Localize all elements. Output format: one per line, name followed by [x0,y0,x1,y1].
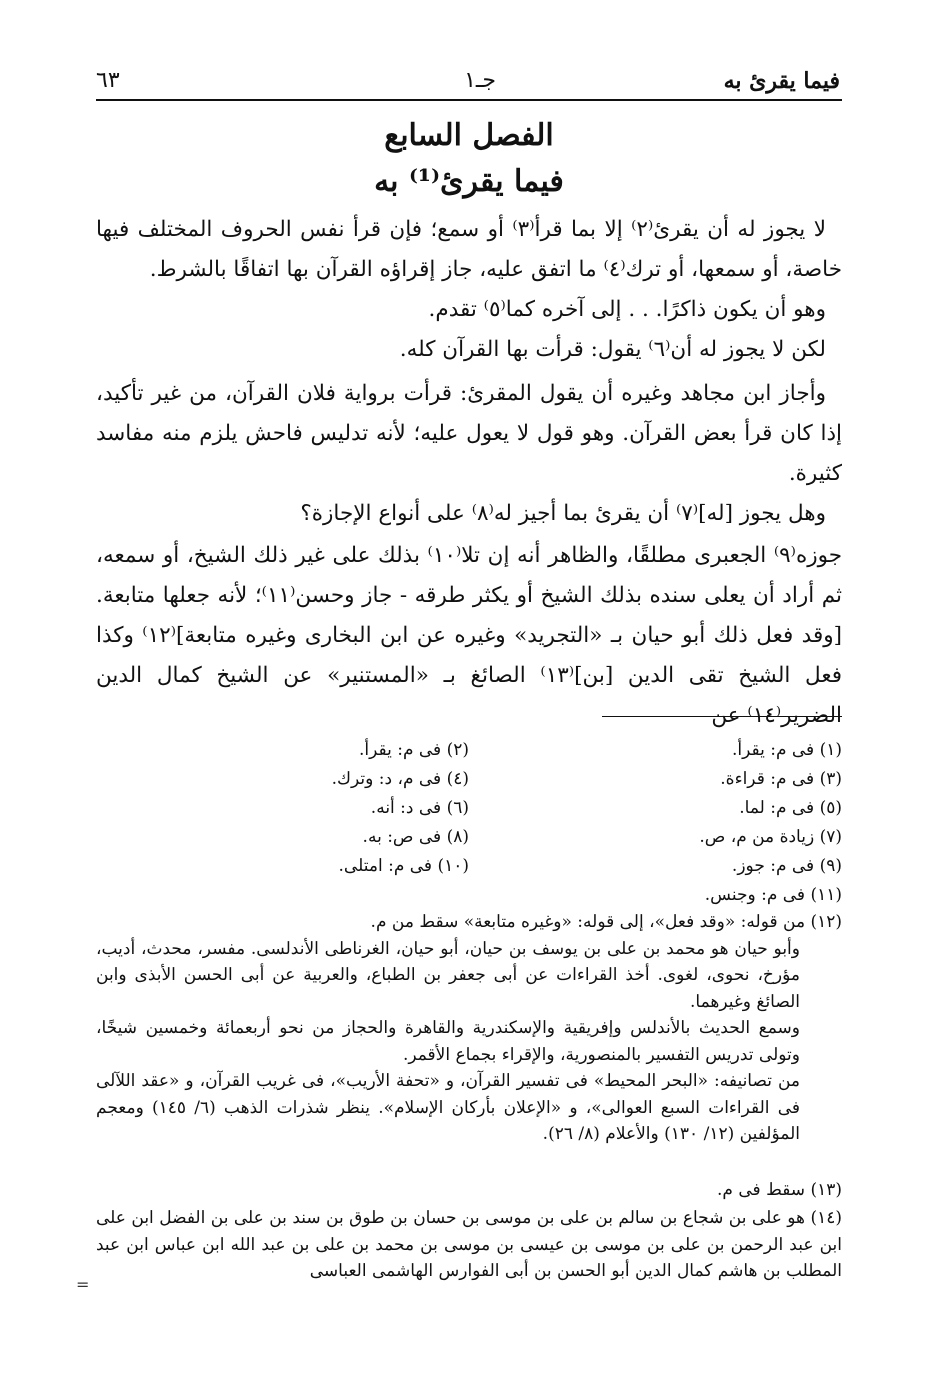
paragraph: وأجاز ابن مجاهد وغيره أن يقول المقرئ: قرأت برواية فلان القرآن، من غير تأكيد، إذا كان قرأ بعض القرآن. وهو قول لا يعول عليه؛ لأنه تدليس فاحش يلزم منه مفاسد كثيرة. [96,381,842,486]
footnote-12-para: من تصانيفه: «البحر المحيط» فى تفسير القرآن، و «تحفة الأريب»، فى غريب القرآن، و «عقد اللآلى فى القراءات السبع العوالى»، و «الإعلان بأركان الإسلام». ينظر شذرات الذهب (٦/ ١٤٥) ومعجم المؤلفين (١٢/ ١٣٠) والأعلام (٨/ ٢٦). [96,1071,800,1144]
footnote: (٨) فى ص: به. [362,827,469,847]
footnote-row [96,823,842,852]
footnote-rule [602,716,842,717]
footnote: (٦) فى د: أنه. [370,798,469,818]
continuation-mark: = [76,1275,90,1294]
header-rule [96,99,842,101]
footnotes-short [96,736,842,881]
footnote: (٩) فى م: جوز. [731,856,842,876]
footnote: (١) فى م: يقرأ. [731,740,842,760]
footnote-14: (١٤) هو على بن شجاع بن سالم بن على بن موسى بن حسان بن طوق بن سند بن على بن الفضل ابن على ابن عبد الرحمن بن على بن موسى بن عيسى بن موسى بن محمد بن على بن عبد الله ابن عباس ابن عبد المطلب بن هاشم كمال الدين أبو الحسن بن أبى الفوارس الهاشمى العباسى [96,1208,842,1281]
page-number: ٦٣ [96,68,120,93]
paragraph: لكن لا يجوز له أن⁽٦⁾ يقول: قرأت بها القرآن كله. [399,337,826,362]
footnote-row [96,794,842,823]
footnote: (٥) فى م: لما. [739,798,842,818]
paragraph: لا يجوز له أن يقرئ⁽٢⁾ إلا بما قرأ⁽٣⁾ أو سمع؛ فإن قرأ نفس الحروف المختلف فيها خاصة، أو سمعها، أو ترك⁽٤⁾ ما اتفق عليه، جاز إقراؤه القرآن بها اتفاقًا بالشرط. [96,217,842,282]
paragraph: وهل يجوز [له]⁽٧⁾ أن يقرئ بما أجيز له⁽٨⁾ على أنواع الإجازة؟ [300,501,826,526]
paragraph: جوزه⁽٩⁾ الجعبرى مطلقًا، والظاهر أنه إن تلا⁽١٠⁾ بذلك على غير ذلك الشيخ، أو سمعه، ثم أراد أن يعلى سنده بذلك الشيخ أو يكثر طرقه - جاز وحسن⁽١١⁾؛ لأنه جعلها متابعة. [وقد فعل ذلك أبو حيان بـ «التجريد» وغيره عن ابن البخارى وغيره متابعة]⁽١٢⁾ وكذا فعل الشيخ تقى الدين [بن]⁽١٣⁾ الصائغ بـ «المستنير» عن الشيخ كمال الدين الضرير⁽١٤⁾ عن [96,543,842,728]
footnote: (٧) زيادة من م، ص. [699,827,842,847]
footnote-row [96,765,842,794]
running-title: فيما يقرئ به [723,68,840,94]
footnote-12 [96,909,842,1148]
footnote-row [96,852,842,881]
footnote: (٣) فى م: قراءة. [720,769,842,789]
chapter-number: الفصل السابع [384,118,554,153]
body-text [96,210,842,736]
volume-label: جـ١ [464,68,496,93]
footnote-12-para: وسمع الحديث بالأندلس وإفريقية والإسكندرية والقاهرة والحجاز من نحو أربعمائة وخمسين شيخًا، وتولى تدريس التفسير بالمنصورية، والإقراء بجماع الأقمر. [96,1018,800,1065]
footnote: (٢) فى م: يقرأ. [358,740,469,760]
footnote-row [96,736,842,765]
footnote-12-lead: (١٢) من قوله: «وقد فعل»، إلى قوله: «وغيره متابعة» سقط من م. [370,912,842,932]
footnote-12-para: وأبو حيان هو محمد بن على بن يوسف بن حيان، أبو حيان، الغرناطى الأندلسى. مفسر، محدث، أديب، مؤرخ، نحوى، لغوى. أخذ القراءات عن أبى جعفر بن الطباع، والعربية عن أبى الحسن الأبذى وابن الصائغ وغيرهما. [96,938,800,1012]
footnote-11: (١١) فى م: وجنس. [704,885,842,905]
footnote: (٤) فى م، د: وترك. [331,769,469,789]
chapter-title: فيما يقرئ⁽¹⁾ به [374,164,564,199]
paragraph: وهو أن يكون ذاكرًا. . . إلى آخره كما⁽٥⁾ تقدم. [428,297,826,322]
footnote-13: (١٣) سقط فى م. [717,1180,842,1200]
footnote: (١٠) فى م: امتلى. [338,856,469,876]
